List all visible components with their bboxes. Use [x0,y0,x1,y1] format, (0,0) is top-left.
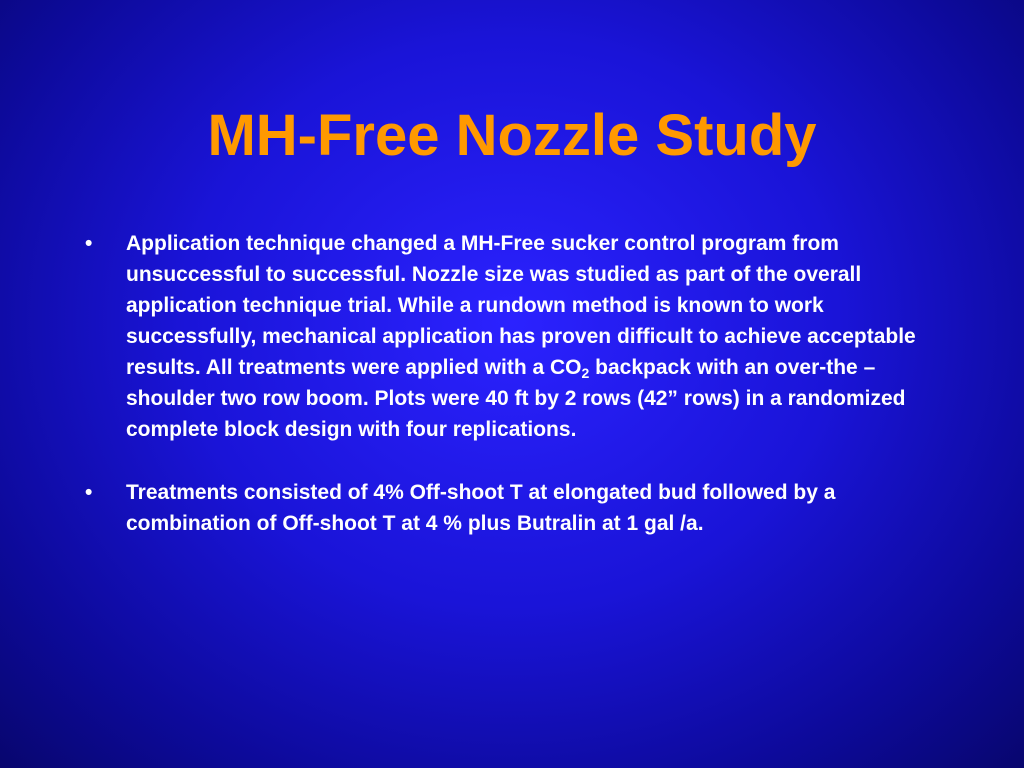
bullet-list [85,228,955,539]
bullet-text-part: Application technique changed a MH-Free sucker control program from unsuccessful to successful. Nozzle size was studied as part of the overall application technique trial. While a rundown method is known to work successfully, mechanical application has proven difficult to achieve acceptable results. All treatments were applied with a CO [126,232,916,379]
slide-title: MH-Free Nozzle Study [207,103,817,168]
bullet-marker: • [85,232,93,255]
bullet-item [85,477,955,539]
bullet-text [126,232,916,441]
bullet-marker: • [85,481,93,504]
bullet-text: Treatments consisted of 4% Off-shoot T at elongated bud followed by a combination of Off-shoot T at 4 % plus Butralin at 1 gal /a. [126,481,836,535]
subscript: 2 [581,365,590,381]
bullet-item [85,228,955,445]
bullet-text-part: backpack with an over-the –shoulder two row boom. Plots were 40 ft by 2 rows (42” rows) in a randomized complete block design with four replications. [126,356,906,441]
